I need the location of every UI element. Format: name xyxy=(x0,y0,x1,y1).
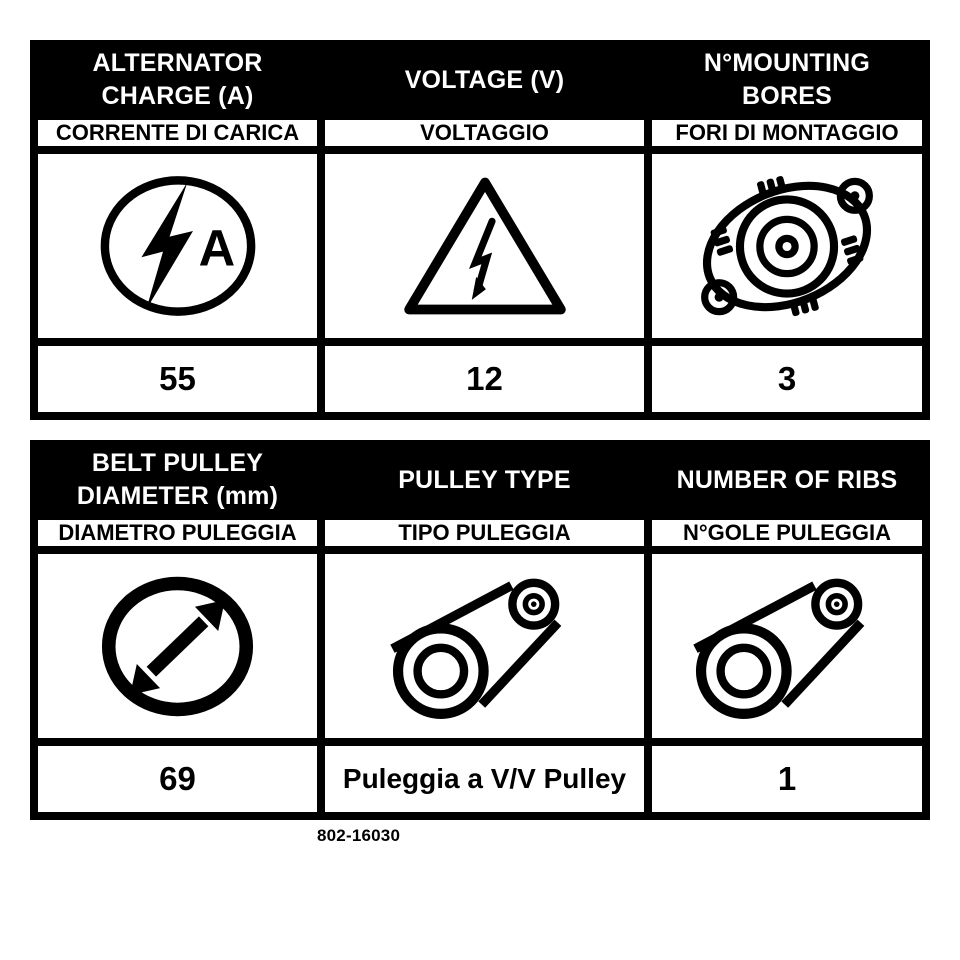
high-voltage-icon-cell xyxy=(325,154,644,338)
alternator-charge-icon xyxy=(98,171,258,321)
pulley-type-icon-cell xyxy=(325,554,644,738)
header-mounting-bores: N°MOUNTING BORES xyxy=(652,48,922,112)
value-number-of-ribs: 1 xyxy=(652,746,922,812)
alternator-charge-icon-cell xyxy=(38,154,317,338)
subheader-diametro-puleggia: DIAMETRO PULEGGIA xyxy=(38,520,317,546)
alternator-mounting-bores-icon xyxy=(692,165,882,328)
value-voltage: 12 xyxy=(325,346,644,412)
belt-pulley-icon xyxy=(377,567,592,725)
header-alternator-charge: ALTERNATOR CHARGE (A) xyxy=(38,48,317,112)
value-mounting-bores: 3 xyxy=(652,346,922,412)
subheader-ngole-puleggia: N°GOLE PULEGGIA xyxy=(652,520,922,546)
electrical-spec-table xyxy=(30,40,930,420)
header-number-of-ribs: NUMBER OF RIBS xyxy=(652,448,922,512)
header-voltage: VOLTAGE (V) xyxy=(325,48,644,112)
mounting-bores-icon-cell xyxy=(652,154,922,338)
tables-divider-gap xyxy=(30,420,930,440)
high-voltage-warning-icon xyxy=(401,171,569,321)
pulley-spec-table xyxy=(30,440,930,820)
value-pulley-type: Puleggia a V/V Pulley xyxy=(325,746,644,812)
header-pulley-type: PULLEY TYPE xyxy=(325,448,644,512)
subheader-tipo-puleggia: TIPO PULEGGIA xyxy=(325,520,644,546)
charge-ampere-letter: A xyxy=(198,219,235,277)
subheader-corrente-di-carica: CORRENTE DI CARICA xyxy=(38,120,317,146)
ribs-icon-cell xyxy=(652,554,922,738)
header-belt-pulley-diameter: BELT PULLEY DIAMETER (mm) xyxy=(38,448,317,512)
belt-pulley-icon xyxy=(680,567,895,725)
diameter-icon-cell xyxy=(38,554,317,738)
diameter-arrow-icon xyxy=(95,569,260,724)
part-number: 802-16030 xyxy=(317,826,401,845)
value-belt-pulley-diameter: 69 xyxy=(38,746,317,812)
subheader-fori-di-montaggio: FORI DI MONTAGGIO xyxy=(652,120,922,146)
subheader-voltaggio: VOLTAGGIO xyxy=(325,120,644,146)
value-alternator-charge: 55 xyxy=(38,346,317,412)
